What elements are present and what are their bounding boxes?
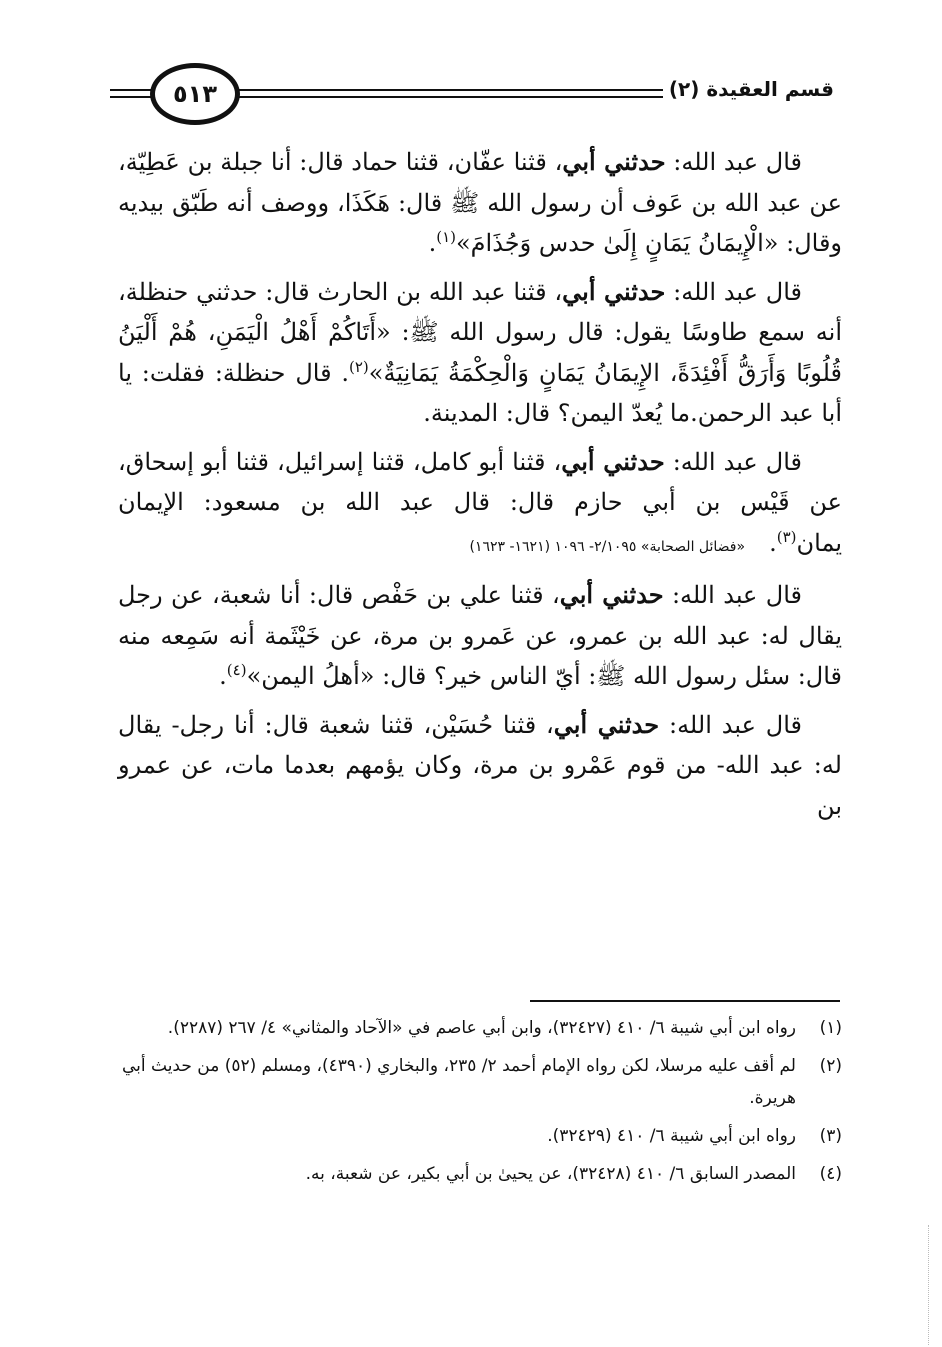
paragraph-text: ، قثنا عفّان، قثنا حماد قال: أنا جبلة بن عَطِيّة، عن عبد الله بن عَوف أن رسول الله ﷺ قال: هَكَذَا، ووصف أنه طَبّق بيديه وقال: «الْإِيمَانُ يَمَانٍ إِلَىٰ حدس وَجُذَامَ»: [118, 148, 842, 257]
narration-intro: قال عبد الله:: [659, 710, 802, 739]
paragraph-end: .: [219, 662, 227, 690]
paragraph: [118, 142, 842, 264]
paragraph-text: ، قثنا عبد الله بن الحارث قال: حدثني حنظلة، أنه سمع طاوسًا يقول: قال رسول الله ﷺ: «أَتَاكُمْ أَهْلُ الْيَمَنِ، هُمْ أَلْيَنُ قُلُوبًا وَأَرَقُّ أَفْئِدَةً، الإِيمَانُ يَمَانٍ وَالْحِكْمَةُ يَمَانِيَةٌ»: [118, 277, 843, 387]
narrator-bold: حدثني أبي: [561, 446, 665, 476]
narrator-bold: حدثني أبي: [562, 147, 666, 176]
footnote-text: المصدر السابق ٦/ ٤١٠ (٣٢٤٢٨)، عن يحيىٰ بن أبي بكير، عن شعبة، به.: [305, 1164, 796, 1184]
section-title: قسم العقيدة (٢): [663, 77, 840, 101]
paragraph: [118, 442, 842, 568]
paragraph-text: ، قثنا أبو كامل، قثنا إسرائيل، قثنا أبو إسحاق، عن قَيْس بن أبي حازم قال: قال عبد الله بن مسعود: الإيمان يمان: [118, 447, 843, 557]
paragraph: [118, 705, 842, 827]
narration-intro: قال عبد الله:: [663, 581, 802, 609]
footnote-number: (١): [819, 1018, 842, 1038]
inline-citation: «فضائل الصحابة» ٢/١٠٩٥- ١٠٩٦ (١٦٢١- ١٦٢٣): [469, 538, 746, 555]
paragraph-end: .: [428, 229, 437, 257]
page-number: ٥١٣: [173, 80, 217, 108]
footnote-text: رواه ابن أبي شيبة ٦/ ٤١٠ (٣٢٤٢٩).: [547, 1126, 796, 1146]
paragraph-end: . قال حنظلة: فقلت: يا أبا عبد الرحمن.ما يُعدّ اليمن؟ قال: المدينة.: [118, 358, 842, 427]
footnote-ref[interactable]: (١): [436, 228, 456, 246]
page-header: [110, 60, 840, 130]
main-text: [118, 142, 842, 834]
footnote-ref[interactable]: (٤): [226, 661, 247, 679]
paragraph-text: ، قثنا حُسَيْن، قثنا شعبة قال: أنا رجل- يقال له: عبد الله- من قوم عَمْرو بن مرة، وكان يؤمهم بعدما مات، عن عمرو بن: [118, 710, 842, 820]
footnotes: [118, 1012, 842, 1196]
narration-intro: قال عبد الله:: [665, 148, 802, 176]
footnote-separator: [530, 1000, 840, 1002]
footnote: [118, 1012, 842, 1044]
footnote-number: (٤): [819, 1164, 842, 1184]
footnote-number: (٢): [819, 1056, 842, 1076]
footnote-number: (٣): [819, 1126, 842, 1146]
footnote-text: رواه ابن أبي شيبة ٦/ ٤١٠ (٣٢٤٢٧)، وابن أبي عاصم في «الآحاد والمثاني» ٤/ ٢٦٧ (٢٢٨٧).: [167, 1018, 796, 1038]
footnote: [118, 1158, 842, 1190]
paragraph: [118, 272, 842, 434]
narration-intro: قال عبد الله:: [665, 277, 802, 306]
footnote-text: لم أقف عليه مرسلا، لكن رواه الإمام أحمد ٢/ ٢٣٥، والبخاري (٤٣٩٠)، ومسلم (٥٢) من حديث أبي هريرة.: [121, 1056, 796, 1108]
narrator-bold: حدثني أبي: [559, 580, 664, 609]
page-number-badge: [150, 63, 240, 125]
footnote: [118, 1050, 842, 1114]
narrator-bold: حدثني أبي: [553, 709, 660, 739]
narration-intro: قال عبد الله:: [664, 447, 802, 476]
page-edge-mark: [928, 1225, 939, 1345]
footnote: [118, 1120, 842, 1152]
paragraph: [118, 575, 842, 697]
footnote-ref[interactable]: (٢): [349, 357, 369, 376]
paragraph-text: ، قثنا علي بن حَفْص قال: أنا شعبة، عن رجل يقال له: عبد الله بن عمرو، عن عَمرو بن مرة، عن خَيْثَمة أنه سَمِعه منه قال: سئل رسول الله ﷺ: أيّ الناس خير؟ قال: «أهلُ اليمن»: [118, 581, 842, 690]
paragraph-end: .: [769, 528, 777, 557]
narrator-bold: حدثني أبي: [562, 276, 666, 306]
footnote-ref[interactable]: (٣): [776, 527, 797, 546]
